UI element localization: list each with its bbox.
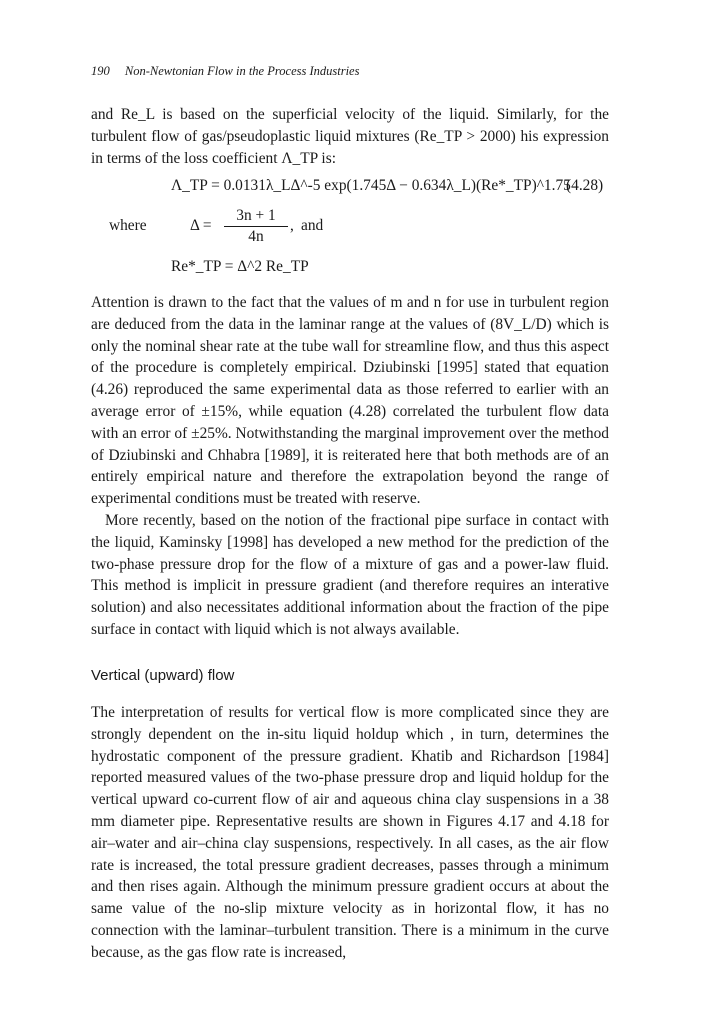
- paragraph-attention-text: Attention is drawn to the fact that the values of m and n for use in turbulent region are deduced from the data in the laminar range at the values of (8V_L/D) which is only the nominal shear rate at the tube wall for streamline flow, and thus this aspect of the procedure is completely empirical. Dziubinski [1995] stated that equation (4.26) reproduced the same experimental data as those referred to earlier with an average error of ±15%, while equation (4.28) correlated the turbulent flow data with an error of ±25%. Notwithstanding the marginal improvement over the method of Dziubinski and Chhabra [1989], it is reiterated here that both methods are of an entirely empirical nature and therefore the extrapolation beyond the range of experimental conditions must be treated with reserve.: [91, 294, 609, 508]
- running-head: [91, 64, 359, 79]
- comma: ,: [290, 217, 294, 234]
- paragraph-kaminsky-text: More recently, based on the notion of the fractional pipe surface in contact with the liquid, Kaminsky [1998] has developed a new method for the prediction of the two-phase pressure drop for the flow of a mixture of gas and a power-law fluid. This method is implicit in pressure gradient (and therefore requires an interative solution) and also necessitates additional information about the fraction of the pipe surface in contact with liquid which is not always available.: [91, 511, 609, 638]
- delta-numerator: 3n + 1: [224, 206, 288, 227]
- intro-paragraph: [91, 104, 609, 169]
- equation-number: (4.28): [566, 177, 604, 194]
- book-title: Non-Newtonian Flow in the Process Industries: [124, 64, 360, 78]
- page-number: 190: [91, 64, 110, 78]
- delta-lhs: Δ =: [190, 217, 212, 234]
- intro-paragraph-text: and Re_L is based on the superficial velocity of the liquid. Similarly, for the turbulent flow of gas/pseudoplastic liquid mixtures (Re_TP > 2000) his expression in terms of the loss coefficient Λ_TP is:: [91, 106, 609, 167]
- paragraph-vertical-flow-text: The interpretation of results for vertical flow is more complicated since they are strongly dependent on the in-situ liquid holdup which , in turn, determines the hydrostatic component of the pressure gradient. Khatib and Richardson [1984] reported measured values of the two-phase pressure drop and liquid holdup for the vertical upward co-current flow of air and aqueous china clay suspensions in a 38 mm diameter pipe. Representative results are shown in Figures 4.17 and 4.18 for air–water and air–china clay suspensions, respectively. In all cases, as the air flow rate is increased, the total pressure gradient decreases, passes through a minimum and then rises again. Although the minimum pressure gradient occurs at about the same value of the no-slip mixture velocity as in horizontal flow, it has no connection with the laminar–turbulent transition. There is a minimum in the curve because, as the gas flow rate is increased,: [91, 704, 609, 961]
- and-label: and: [301, 217, 324, 234]
- re-star-equation: Re*_TP = Δ^2 Re_TP: [171, 258, 309, 275]
- delta-denominator: 4n: [248, 228, 264, 245]
- delta-fraction: [224, 206, 288, 247]
- where-label: where: [109, 217, 147, 234]
- section-heading: Vertical (upward) flow: [91, 667, 235, 684]
- paragraph-vertical-flow: [91, 702, 609, 964]
- equation-4-28: Λ_TP = 0.0131λ_LΔ^-5 exp(1.745Δ − 0.634λ_L)(Re*_TP)^1.75: [171, 177, 571, 194]
- paragraph-attention: [91, 292, 609, 641]
